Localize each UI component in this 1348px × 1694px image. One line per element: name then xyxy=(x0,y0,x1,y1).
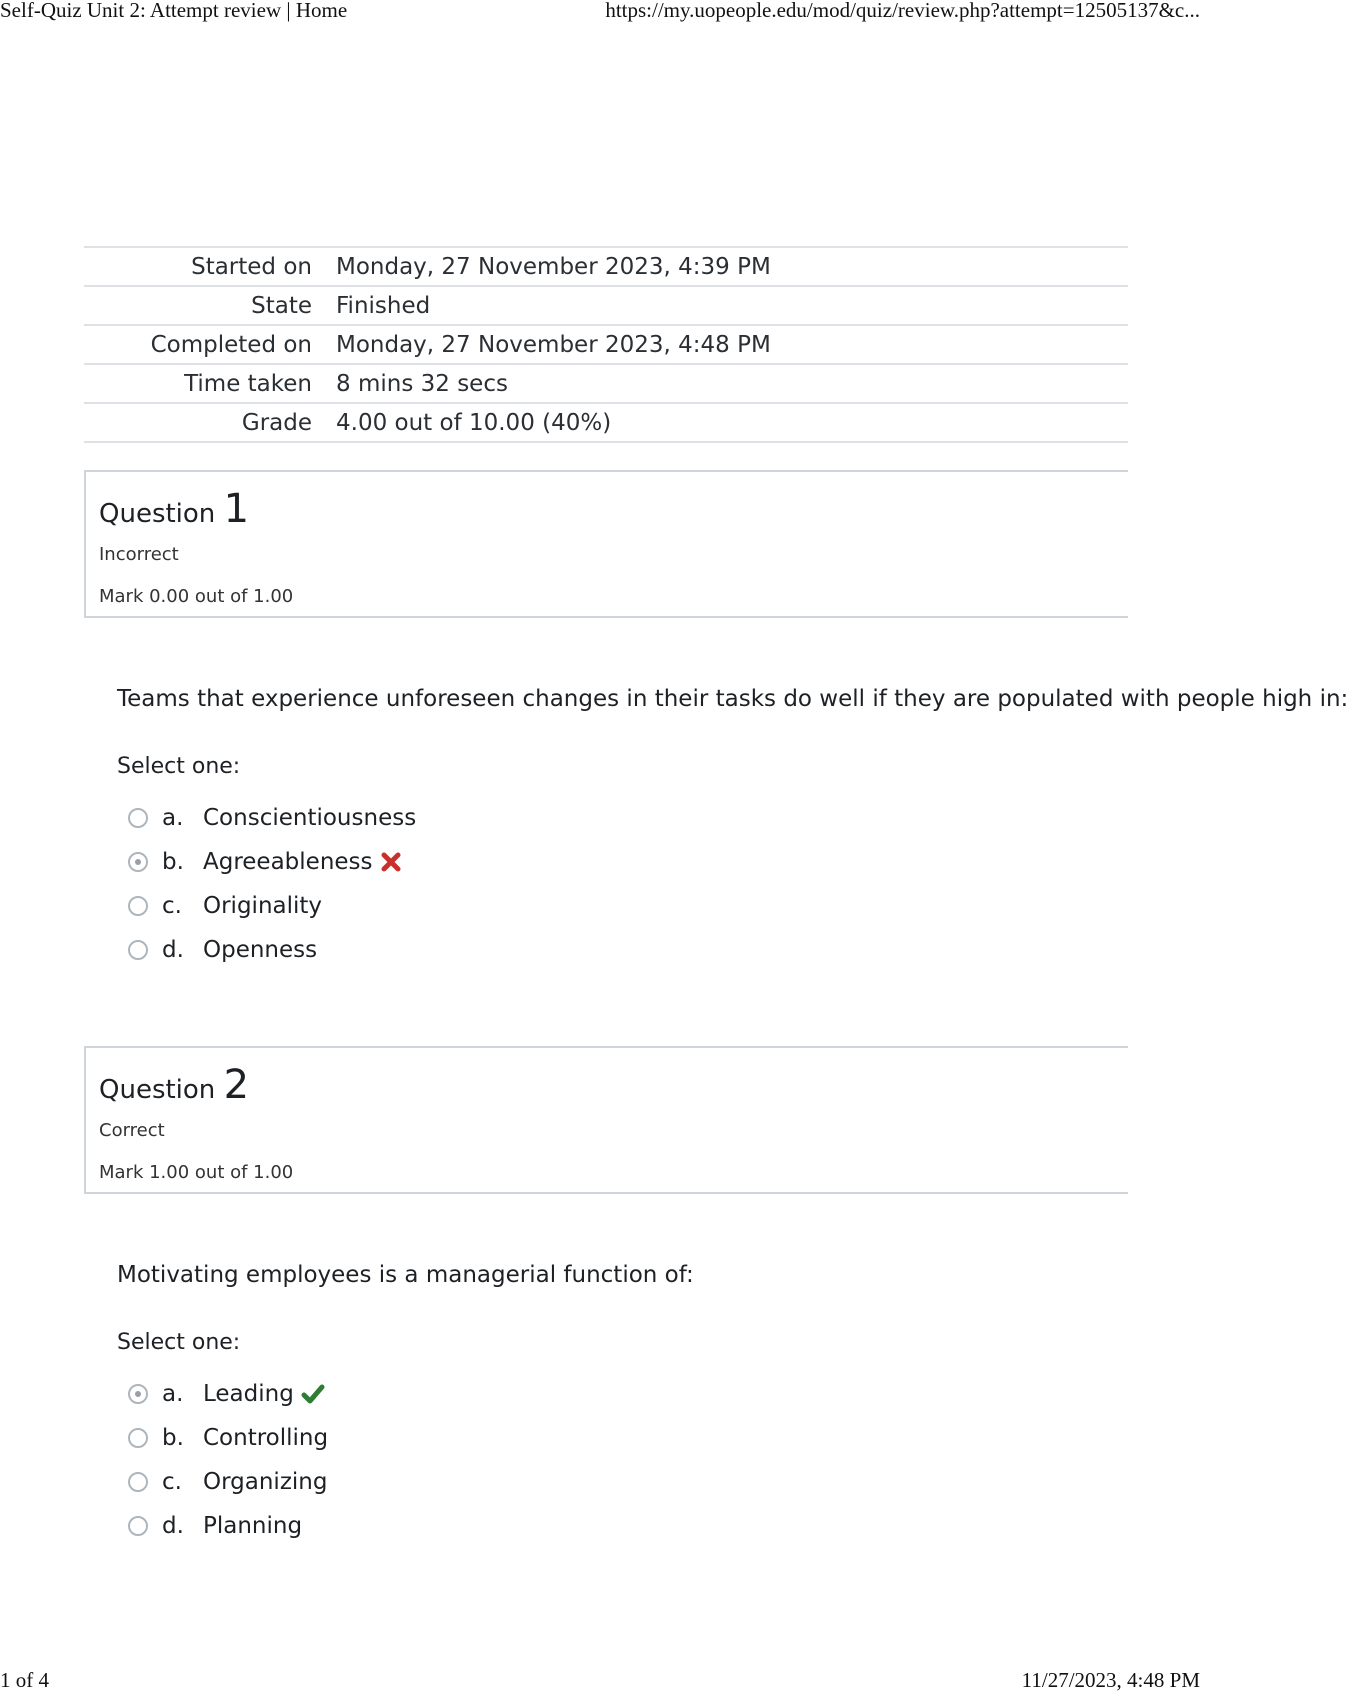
question-state: Correct xyxy=(99,1120,165,1141)
question-grade: Mark 0.00 out of 1.00 xyxy=(99,586,294,607)
option-letter: c. xyxy=(162,893,182,919)
question-2-text: Motivating employees is a managerial function of: xyxy=(117,1262,694,1288)
summary-label: State xyxy=(251,292,312,319)
option-label: Controlling xyxy=(203,1425,329,1451)
radio-button[interactable] xyxy=(128,940,148,960)
question-number: 1 xyxy=(223,486,250,532)
radio-button[interactable] xyxy=(128,896,148,916)
summary-value: 8 mins 32 secs xyxy=(336,370,508,397)
print-datetime: 11/27/2023, 4:48 PM xyxy=(1021,1668,1200,1692)
option-letter: a. xyxy=(162,1381,184,1407)
option-label: Originality xyxy=(203,893,323,919)
question-1-prompt: Select one: xyxy=(117,754,241,779)
question-grade: Mark 1.00 out of 1.00 xyxy=(99,1162,294,1183)
option-label: Organizing xyxy=(203,1469,328,1495)
answer-option[interactable] xyxy=(128,796,728,840)
answer-option[interactable] xyxy=(128,840,728,884)
summary-value: Monday, 27 November 2023, 4:48 PM xyxy=(336,331,771,358)
answer-option[interactable] xyxy=(128,1460,728,1504)
radio-button-selected[interactable] xyxy=(128,1384,148,1404)
summary-row xyxy=(84,286,1128,325)
option-letter: c. xyxy=(162,1469,182,1495)
print-footer xyxy=(0,1668,1200,1694)
summary-row xyxy=(84,247,1128,286)
cross-icon xyxy=(381,852,401,872)
option-letter: b. xyxy=(162,1425,184,1451)
answer-option[interactable] xyxy=(128,884,728,928)
option-label: Openness xyxy=(203,937,318,963)
summary-value: Finished xyxy=(336,292,431,319)
option-letter: d. xyxy=(162,937,184,963)
question-title: Question 1 xyxy=(99,486,250,532)
question-2-prompt: Select one: xyxy=(117,1330,241,1355)
option-letter: a. xyxy=(162,805,184,831)
summary-label: Started on xyxy=(191,253,312,280)
summary-label: Time taken xyxy=(184,370,312,397)
page-url: https://my.uopeople.edu/mod/quiz/review.php?attempt=12505137&c... xyxy=(605,0,1200,22)
page-title: Self-Quiz Unit 2: Attempt review | Home xyxy=(0,0,348,22)
summary-label: Grade xyxy=(241,409,312,436)
radio-button[interactable] xyxy=(128,1516,148,1536)
question-1-text: Teams that experience unforeseen changes in their tasks do well if they are populated with people high in: xyxy=(117,686,1348,712)
radio-button[interactable] xyxy=(128,1428,148,1448)
option-label: Planning xyxy=(203,1513,303,1539)
summary-label: Completed on xyxy=(150,331,312,358)
question-2-info xyxy=(84,1046,1128,1194)
option-label: Agreeableness xyxy=(203,849,373,875)
answer-option[interactable] xyxy=(128,1416,728,1460)
radio-button-selected[interactable] xyxy=(128,852,148,872)
summary-value: 4.00 out of 10.00 (40%) xyxy=(336,409,612,436)
summary-row xyxy=(84,364,1128,403)
answer-option[interactable] xyxy=(128,928,728,972)
radio-button[interactable] xyxy=(128,808,148,828)
question-state: Incorrect xyxy=(99,544,179,565)
question-1-info xyxy=(84,470,1128,618)
radio-button[interactable] xyxy=(128,1472,148,1492)
option-label: Conscientiousness xyxy=(203,805,417,831)
question-title: Question 2 xyxy=(99,1062,250,1108)
answer-option[interactable] xyxy=(128,1372,728,1416)
attempt-summary-table xyxy=(84,246,1128,443)
question-number: 2 xyxy=(223,1062,250,1108)
page-count: 1 of 4 xyxy=(0,1668,49,1692)
summary-value: Monday, 27 November 2023, 4:39 PM xyxy=(336,253,771,280)
option-letter: d. xyxy=(162,1513,184,1539)
option-label: Leading xyxy=(203,1381,294,1407)
summary-row xyxy=(84,403,1128,442)
print-header xyxy=(0,0,1200,24)
answer-option[interactable] xyxy=(128,1504,728,1548)
check-icon xyxy=(302,1384,324,1404)
option-letter: b. xyxy=(162,849,184,875)
summary-row xyxy=(84,325,1128,364)
